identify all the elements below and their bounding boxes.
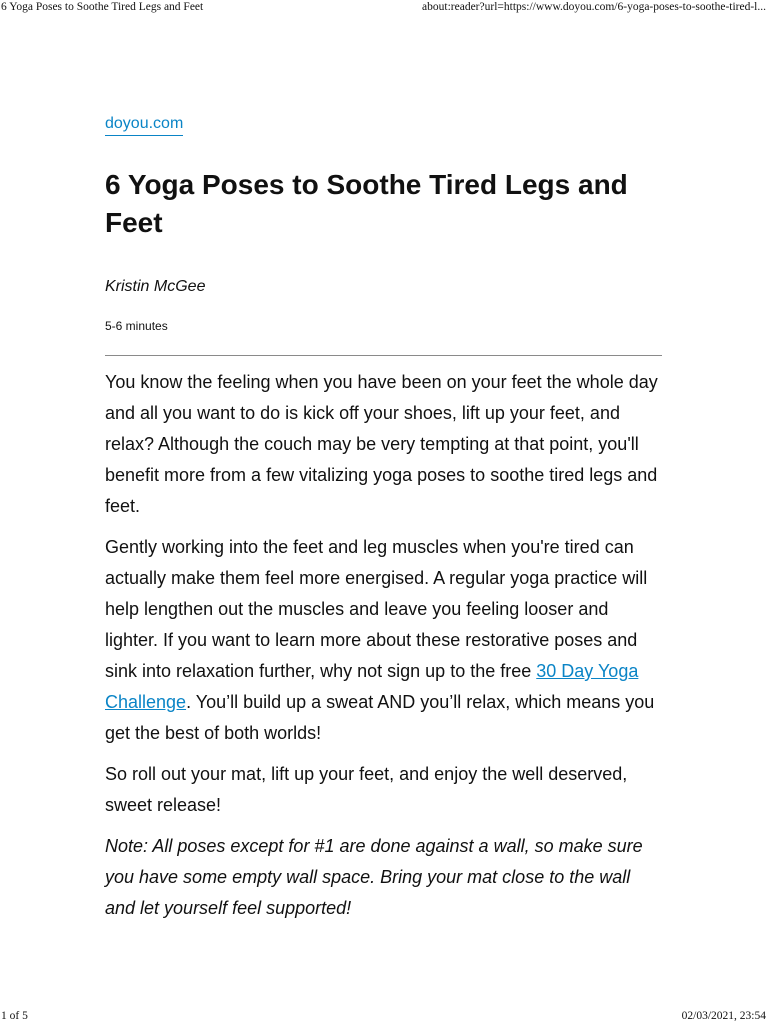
- paragraph-1: You know the feeling when you have been on your feet the whole day and all you want to do is kick off your shoes, lift up your feet, and relax? Although the couch may be very tempting at that point, you'll benefit more from a few vitalizing yoga poses to soothe tired legs and feet.: [105, 372, 658, 516]
- paragraph-2: [105, 532, 665, 749]
- paragraph-3: So roll out your mat, lift up your feet, and enjoy the well deserved, sweet release!: [105, 764, 628, 815]
- print-header-title: 6 Yoga Poses to Soothe Tired Legs and Feet: [1, 1, 204, 13]
- print-footer: [0, 1009, 768, 1023]
- paragraph-2-text-after: . You’ll build up a sweat AND you’ll relax, which means you get the best of both worlds!: [105, 692, 655, 743]
- header-divider: [105, 355, 662, 356]
- note-paragraph: Note: All poses except for #1 are done against a wall, so make sure you have some empty wall space. Bring your mat close to the wall and let yourself feel supported!: [105, 836, 643, 918]
- article-body: [105, 367, 665, 934]
- print-header: [0, 0, 768, 14]
- print-datetime: 02/03/2021, 23:54: [681, 1010, 766, 1022]
- article-title: 6 Yoga Poses to Soothe Tired Legs and Feet: [105, 169, 628, 238]
- domain-link[interactable]: doyou.com: [105, 114, 183, 136]
- reading-time: 5-6 minutes: [105, 319, 168, 333]
- paragraph-2-text-before: Gently working into the feet and leg muscles when you're tired can actually make them feel more energised. A regular yoga practice will help lengthen out the muscles and leave you feeling looser and lighter. If you want to learn more about these restorative poses and sink into relaxation further, why not sign up to the free: [105, 537, 648, 681]
- print-header-url: about:reader?url=https://www.doyou.com/6-yoga-poses-to-soothe-tired-l...: [422, 1, 766, 13]
- article-author: Kristin McGee: [105, 278, 206, 295]
- yoga-challenge-link[interactable]: 30 Day Yoga Challenge: [105, 661, 639, 712]
- page-number: 1 of 5: [1, 1010, 28, 1022]
